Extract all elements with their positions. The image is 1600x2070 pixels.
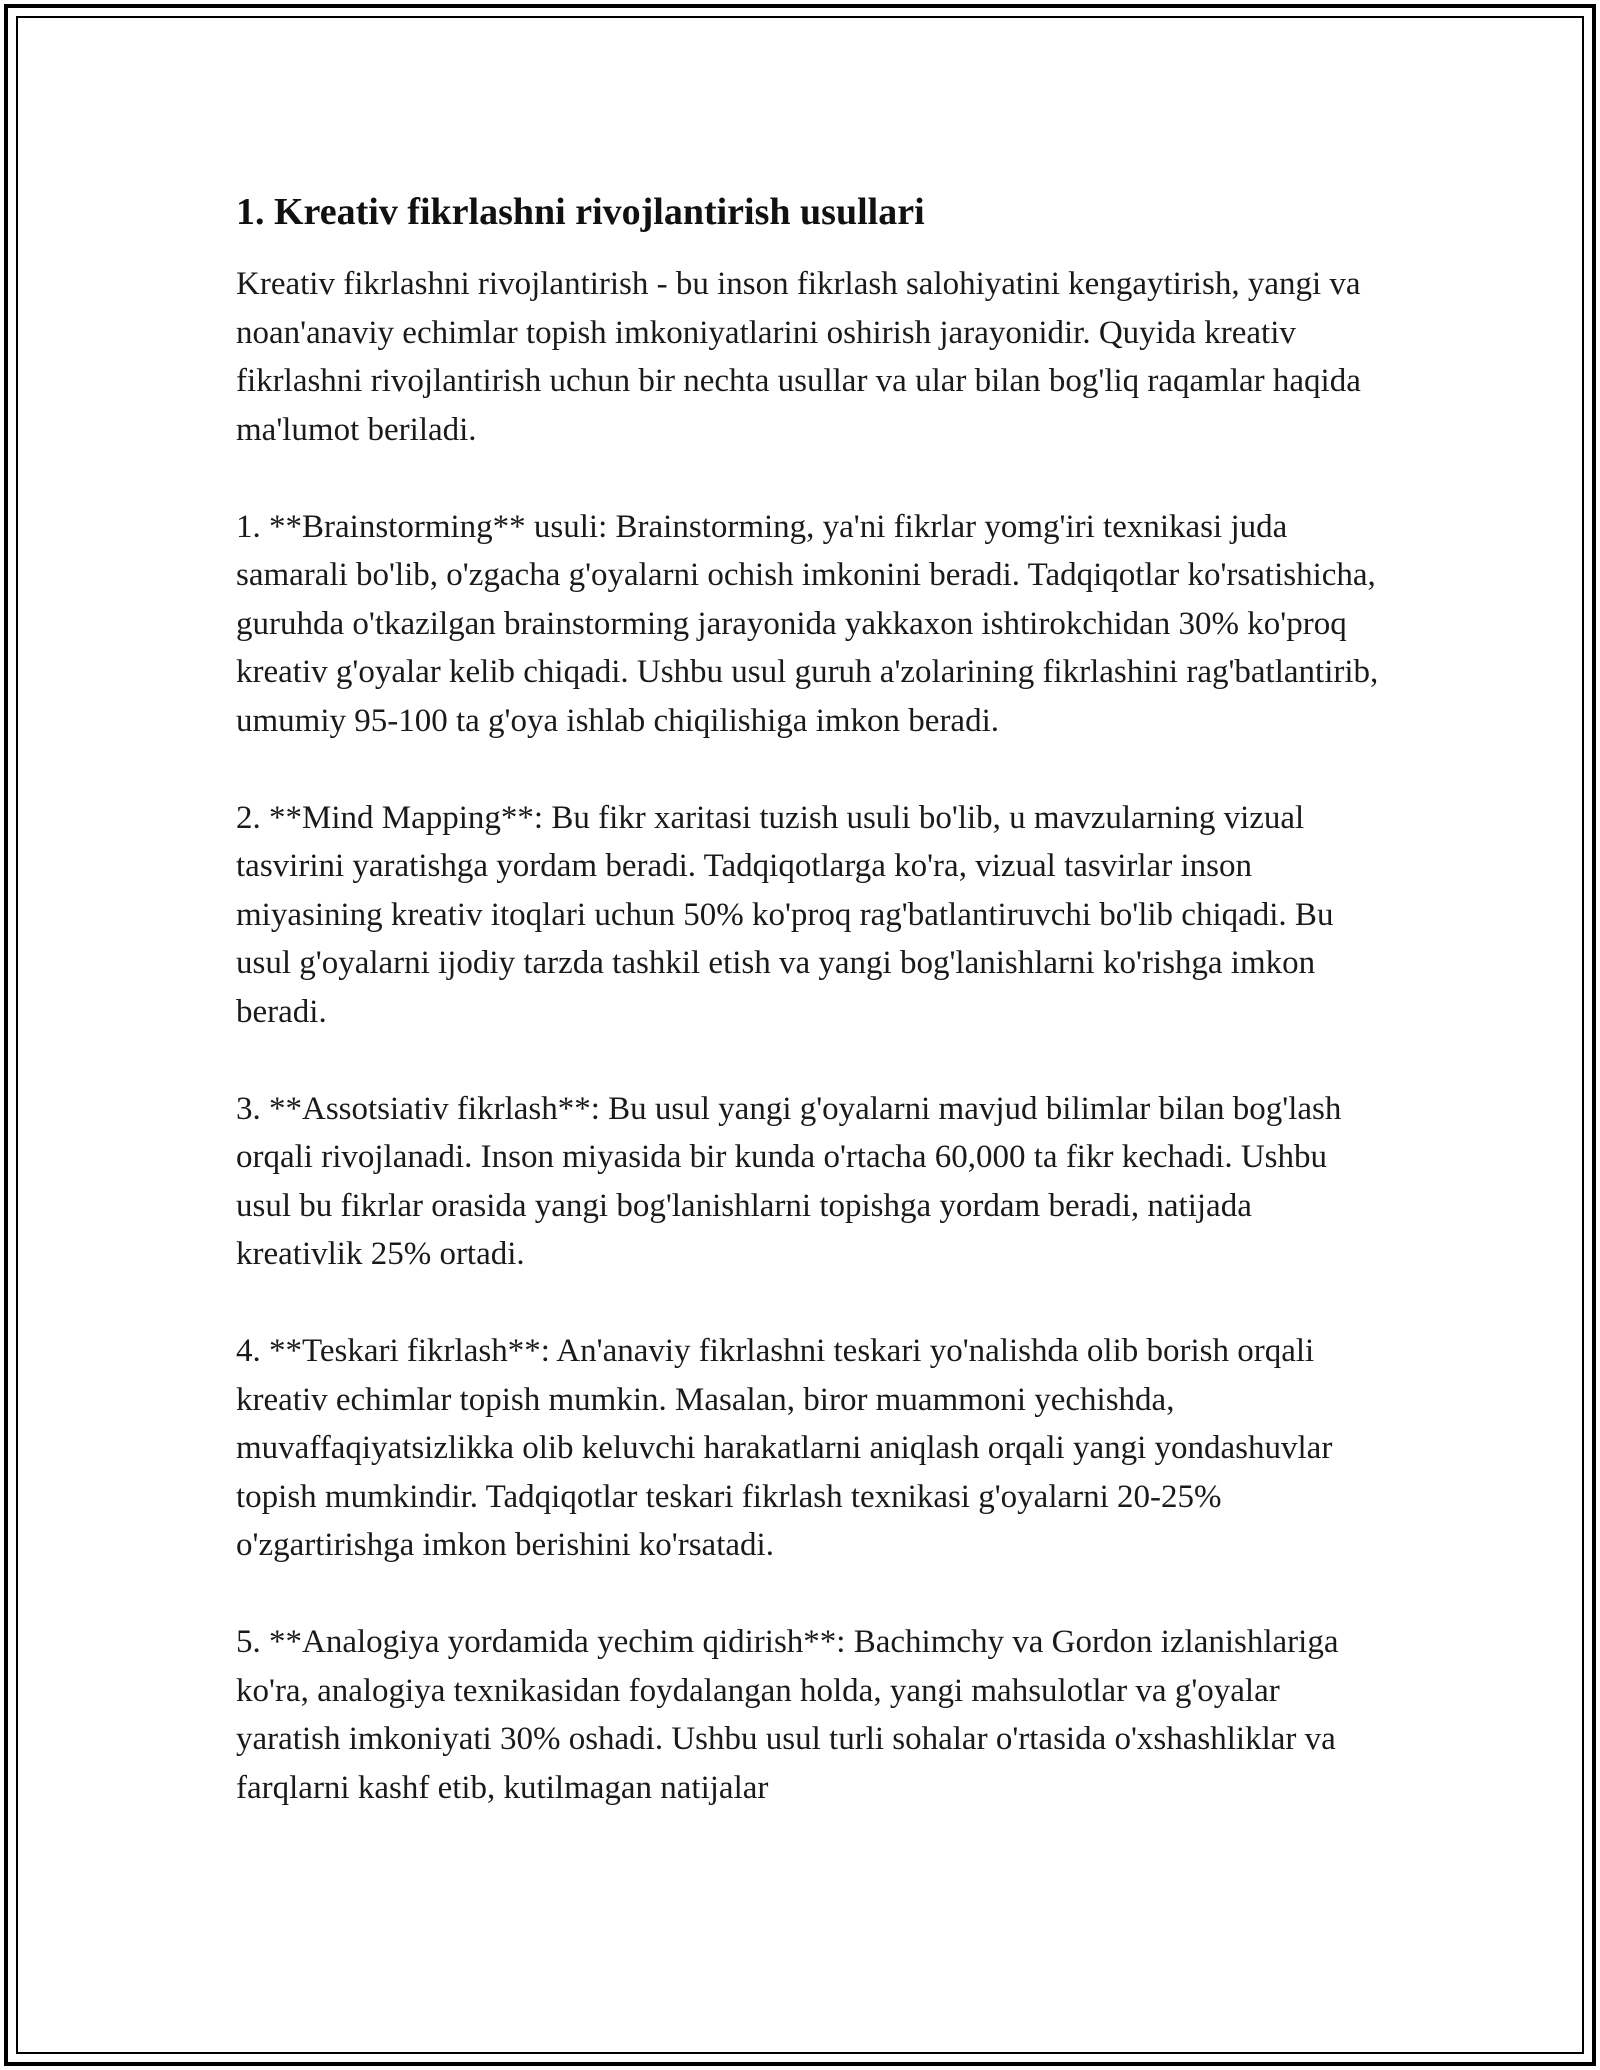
paragraph-associative-thinking: 3. **Assotsiativ fikrlash**: Bu usul yangi g'oyalarni mavjud bilimlar bilan bog'lash orqali rivojlanadi. Inson miyasida bir kunda o'rtacha 60,000 ta fikr kechadi. Ushbu usul bu fikrlar orasida yangi bog'lanishlarni topishga yordam beradi, natijada kreativlik 25% ortadi. — [236, 1090, 1342, 1272]
intro-paragraph: Kreativ fikrlashni rivojlantirish - bu inson fikrlash salohiyatini kengaytirish, yangi va noan'anaviy echimlar topish imkoniyatlarini oshirish jarayonidir. Quyida kreativ fikrlashni rivojlantirish uchun bir nechta usullar va ular bilan bog'liq raqamlar haqida ma'lumot beriladi. — [236, 266, 1361, 448]
document-body — [236, 188, 1386, 1861]
paragraph-mind-mapping: 2. **Mind Mapping**: Bu fikr xaritasi tuzish usuli bo'lib, u mavzularning vizual tasvirini yaratishga yordam beradi. Tadqiqotlarga ko'ra, vizual tasvirlar inson miyasining kreativ itoqlari uchun 50% ko'proq rag'batlantiruvchi bo'lib chiqadi. Bu usul g'oyalarni ijodiy tarzda tashkil etish va yangi bog'lanishlarni ko'rishga imkon beradi. — [236, 799, 1334, 1030]
paragraph-analogy: 5. **Analogiya yordamida yechim qidirish**: Bachimchy va Gordon izlanishlariga ko'ra, analogiya texnikasidan foydalangan holda, yangi mahsulotlar va g'oyalar yaratish imkoniyati 30% oshadi. Ushbu usul turli sohalar o'rtasida o'xshashliklar va farqlarni kashf etib, kutilmagan natijalar — [236, 1624, 1339, 1806]
paragraph-reverse-thinking: 4. **Teskari fikrlash**: An'anaviy fikrlashni teskari yo'nalishda olib borish orqali kreativ echimlar topish mumkin. Masalan, biror muammoni yechishda, muvaffaqiyatsizlikka olib keluvchi harakatlarni aniqlash orqali yangi yondashuvlar topish mumkindir. Tadqiqotlar teskari fikrlash texnikasi g'oyalarni 20-25% o'zgartirishga imkon berishini ko'rsatadi. — [236, 1333, 1333, 1563]
document-title: 1. Kreativ fikrlashni rivojlantirish usullari — [236, 191, 925, 233]
paragraph-brainstorming: 1. **Brainstorming** usuli: Brainstorming, ya'ni fikrlar yomg'iri texnikasi juda samarali bo'lib, o'zgacha g'oyalarni ochish imkonini beradi. Tadqiqotlar ko'rsatishicha, guruhda o'tkazilgan brainstorming jarayonida yakkaxon ishtirokchidan 30% ko'proq kreativ g'oyalar kelib chiqadi. Ushbu usul guruh a'zolarining fikrlashini rag'batlantirib, umumiy 95-100 ta g'oya ishlab chiqilishiga imkon beradi. — [236, 508, 1379, 739]
